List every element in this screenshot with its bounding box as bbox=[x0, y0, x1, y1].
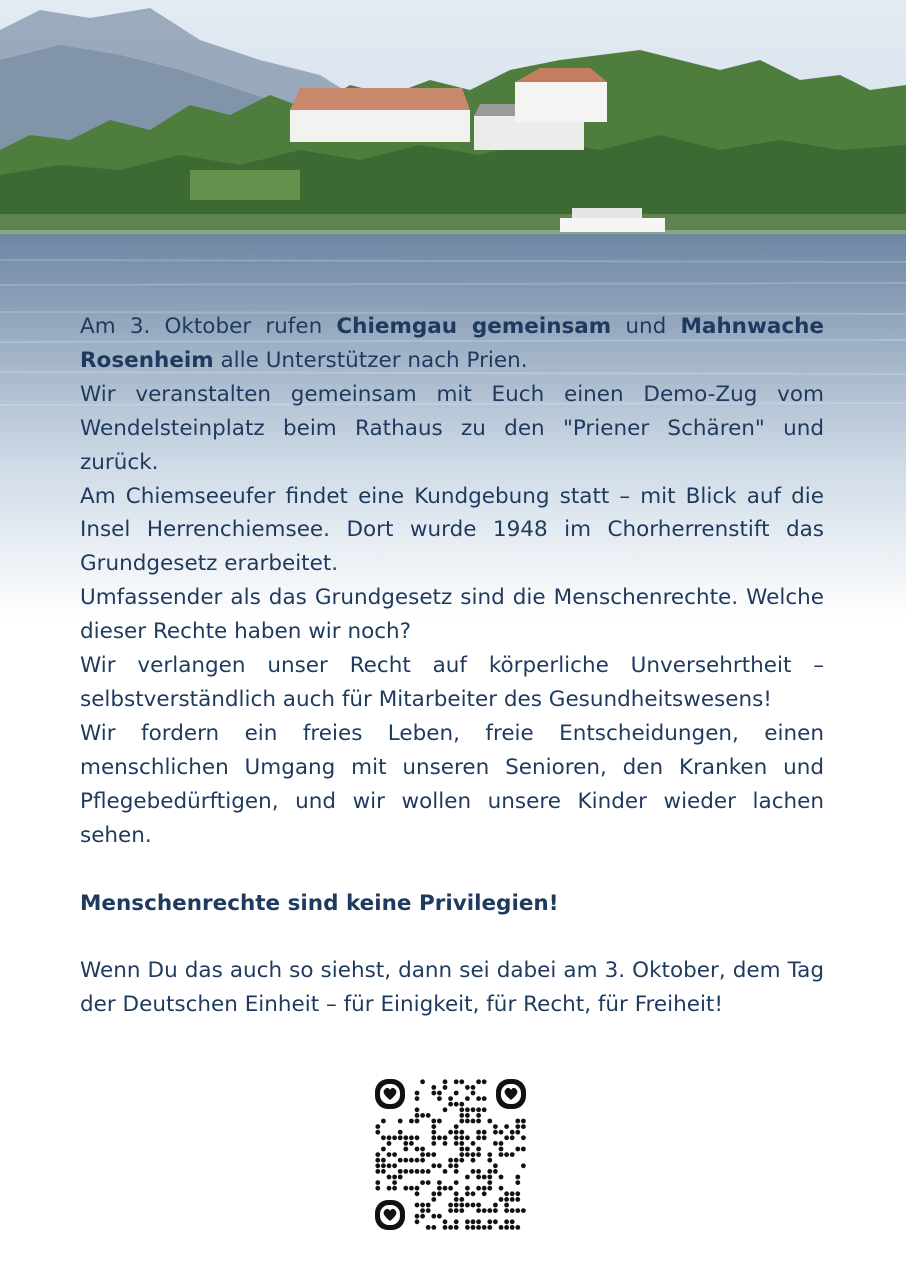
org-chiemgau-gemeinsam: Chiemgau gemeinsam bbox=[336, 314, 612, 339]
slogan bbox=[80, 887, 824, 921]
paragraph-rally: Am Chiemseeufer findet eine Kundgebung statt – mit Blick auf die Insel Herrenchiemsee. Dort wurde 1948 im Chorherrenstift das Grundgesetz erarbeitet. bbox=[80, 483, 824, 577]
slogan-text: Menschenrechte sind keine Privilegien! bbox=[80, 890, 559, 916]
flyer-text bbox=[80, 310, 824, 1022]
paragraph-integrity: Wir verlangen unser Recht auf körperliche Unversehrtheit – selbstverständlich auch für Mitarbeiter des Gesundheitswesens! bbox=[80, 653, 824, 712]
intro-text-1: Am 3. Oktober rufen bbox=[80, 314, 337, 339]
qr-finder-bottom-left bbox=[375, 1200, 405, 1230]
org-mahnwache-rosenheim: Mahnwache Rosenheim bbox=[80, 314, 824, 373]
paragraph-human-rights: Umfassender als das Grundgesetz sind die Menschenrechte. Welche dieser Rechte haben wir noch? bbox=[80, 585, 824, 645]
paragraph-demo-route: Wir veranstalten gemeinsam mit Euch einen Demo-Zug vom Wendelsteinplatz beim Rathaus zu den "Priener Schären" und zurück. bbox=[80, 381, 824, 475]
intro-text-3: alle Unterstützer nach Prien. bbox=[213, 347, 528, 373]
qr-finder-top-right bbox=[496, 1079, 526, 1109]
paragraph-demands: Wir fordern ein freies Leben, freie Entscheidungen, einen menschlichen Umgang mit unseren Senioren, den Kranken und Pflegebedürftigen, und wir wollen unsere Kinder wieder lachen sehen. bbox=[80, 720, 824, 848]
shoreline bbox=[0, 214, 906, 234]
qr-finder-top-left bbox=[375, 1079, 405, 1109]
paragraph-closing: Wenn Du das auch so siehst, dann sei dabei am 3. Oktober, dem Tag der Deutschen Einheit – für Einigkeit, für Recht, für Freiheit! bbox=[80, 958, 824, 1018]
paragraph-intro bbox=[80, 310, 824, 378]
qr-code-icon[interactable] bbox=[373, 1077, 528, 1232]
intro-text-2: und bbox=[611, 314, 681, 339]
